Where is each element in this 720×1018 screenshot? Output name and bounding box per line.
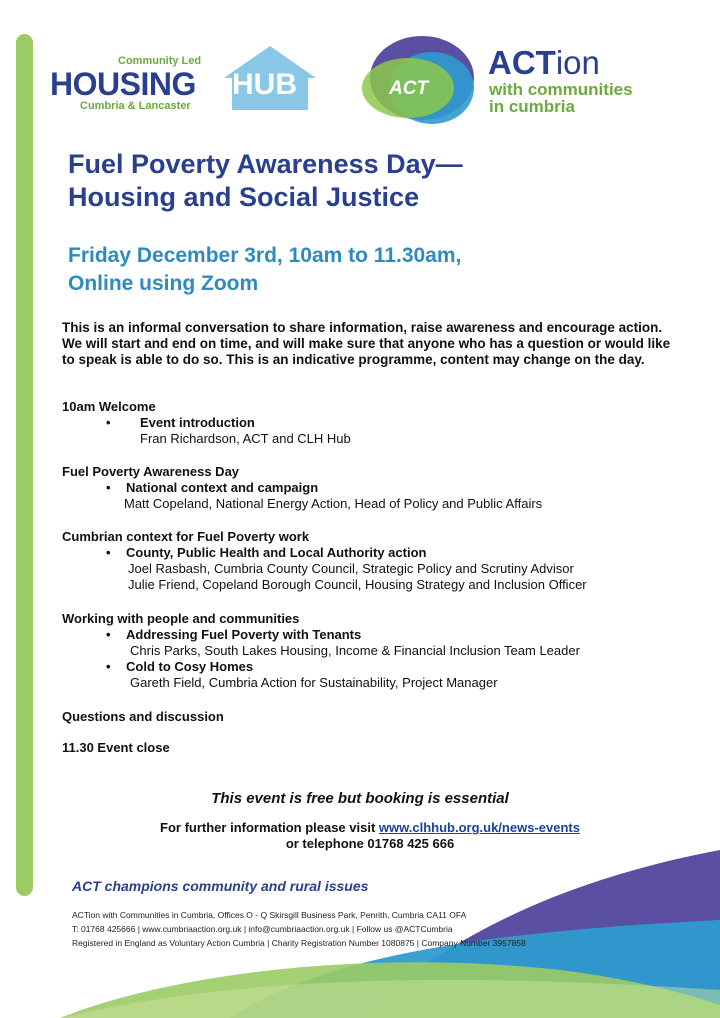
action-title-suffix: ion bbox=[555, 44, 600, 81]
page-title bbox=[68, 148, 628, 214]
act-logo-mark: ACT bbox=[389, 78, 429, 99]
communities-item-2 bbox=[62, 659, 682, 675]
champion-tagline: ACT champions community and rural issues bbox=[72, 878, 369, 894]
welcome-item bbox=[62, 415, 682, 431]
intro-paragraph: This is an informal conversation to share information, raise awareness and encourage action. We will start and end on time, and will make sure that anyone who has a question or would like to speak is able to do so. This is an indicative programme, content may change on the day. bbox=[62, 320, 671, 367]
action-logo-subtitle bbox=[489, 81, 689, 115]
footer bbox=[72, 908, 526, 950]
bullet-icon: • bbox=[106, 659, 111, 674]
action-title-main: ACT bbox=[488, 44, 556, 81]
hub-logo-hub: HUB bbox=[232, 68, 297, 101]
housing-hub-logo bbox=[50, 44, 320, 116]
programme-awareness bbox=[62, 464, 682, 512]
cumbria-item-label: County, Public Health and Local Authority action bbox=[126, 545, 427, 560]
info-prefix: For further information please visit bbox=[160, 820, 379, 835]
contact-info bbox=[0, 820, 720, 852]
programme-cumbria bbox=[62, 529, 682, 593]
events-link[interactable]: www.clhhub.org.uk/news-events bbox=[378, 820, 580, 835]
programme-close bbox=[62, 740, 682, 756]
cumbria-heading: Cumbrian context for Fuel Poverty work bbox=[62, 529, 310, 544]
bullet-icon: • bbox=[106, 545, 111, 560]
action-logo-title bbox=[488, 44, 600, 82]
action-subtitle-line1: with communities bbox=[489, 80, 633, 99]
programme-welcome bbox=[62, 399, 682, 447]
subtitle-line-1: Friday December 3rd, 10am to 11.30am, bbox=[68, 244, 462, 267]
communities-person-1: Chris Parks, South Lakes Housing, Income & Financial Inclusion Team Leader bbox=[130, 643, 580, 658]
bullet-icon: • bbox=[106, 480, 111, 495]
communities-item-1 bbox=[62, 627, 682, 643]
hub-logo-region: Cumbria & Lancaster bbox=[80, 100, 191, 112]
footer-line-3: Registered in England as Voluntary Action Cumbria | Charity Registration Number 1080875 | Company Number 3957858 bbox=[72, 938, 526, 948]
info-line-1 bbox=[0, 820, 720, 836]
bullet-icon: • bbox=[106, 415, 111, 430]
booking-note: This event is free but booking is essential bbox=[211, 790, 509, 807]
cumbria-person-2: Julie Friend, Copeland Borough Council, Housing Strategy and Inclusion Officer bbox=[128, 577, 587, 592]
event-date bbox=[68, 242, 628, 298]
communities-person-2: Gareth Field, Cumbria Action for Sustainability, Project Manager bbox=[130, 675, 498, 690]
subtitle-line-2: Online using Zoom bbox=[68, 272, 259, 295]
title-line-2: Housing and Social Justice bbox=[68, 182, 420, 212]
bullet-icon: • bbox=[106, 627, 111, 642]
act-logo bbox=[360, 36, 680, 126]
welcome-person: Fran Richardson, ACT and CLH Hub bbox=[140, 431, 351, 446]
programme-communities bbox=[62, 611, 682, 691]
cumbria-item bbox=[62, 545, 682, 561]
questions-heading: Questions and discussion bbox=[62, 709, 224, 724]
communities-heading: Working with people and communities bbox=[62, 611, 300, 626]
action-subtitle-line2: in cumbria bbox=[489, 97, 575, 116]
awareness-item-label: National context and campaign bbox=[126, 480, 319, 495]
welcome-heading: 10am Welcome bbox=[62, 399, 156, 414]
footer-line-1: ACTion with Communities in Cumbria, Offices O - Q Skirsgill Business Park, Penrith, Cumbria CA11 OFA bbox=[72, 910, 467, 920]
close-heading: 11.30 Event close bbox=[62, 740, 170, 755]
footer-line-2: T: 01768 425666 | www.cumbriaaction.org.uk | info@cumbriaaction.org.uk | Follow us @ACTCumbria bbox=[72, 924, 453, 934]
cumbria-person-1: Joel Rasbash, Cumbria County Council, Strategic Policy and Scrutiny Advisor bbox=[128, 561, 574, 576]
awareness-person: Matt Copeland, National Energy Action, Head of Policy and Public Affairs bbox=[124, 496, 543, 511]
awareness-item bbox=[62, 480, 682, 496]
welcome-item-label: Event introduction bbox=[140, 415, 255, 430]
title-line-1: Fuel Poverty Awareness Day— bbox=[68, 149, 463, 179]
awareness-heading: Fuel Poverty Awareness Day bbox=[62, 464, 240, 479]
programme-questions bbox=[62, 709, 682, 725]
hub-logo-housing: HOUSING bbox=[50, 66, 196, 102]
communities-item-2-label: Cold to Cosy Homes bbox=[126, 659, 254, 674]
communities-item-1-label: Addressing Fuel Poverty with Tenants bbox=[126, 627, 362, 642]
decorative-green-bar bbox=[16, 34, 33, 896]
hub-logo-tagline: Community Led bbox=[118, 55, 202, 67]
info-phone: or telephone 01768 425 666 bbox=[285, 836, 455, 851]
